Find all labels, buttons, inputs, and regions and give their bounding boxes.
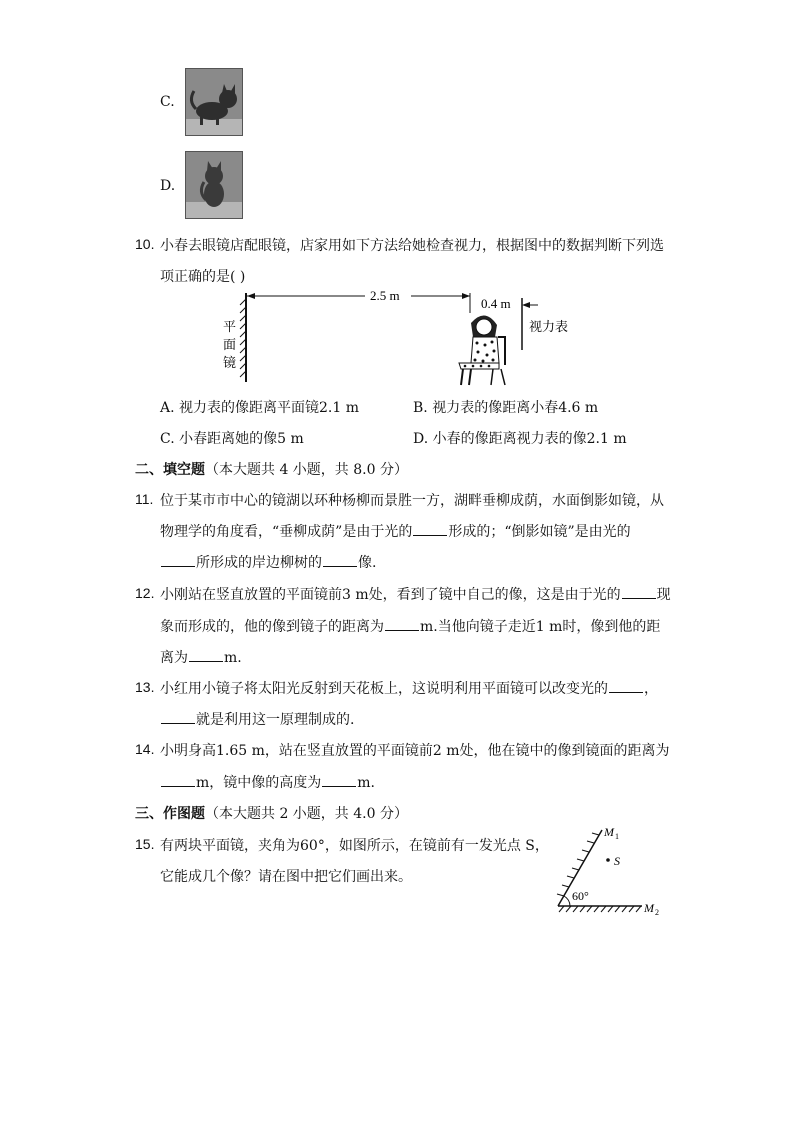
m1-subscript: 1 xyxy=(615,832,619,841)
q12-line2-part1: 象而形成的，他的像到镜子的距离为 xyxy=(160,619,384,635)
q12-line2 xyxy=(160,616,660,636)
eye-chart-label: 视力表 xyxy=(529,319,569,334)
question-number-14: 14. xyxy=(135,741,155,757)
q12-line3 xyxy=(160,647,242,667)
q14-line2-part2: m. xyxy=(357,775,376,791)
q11-line3-part2: 像. xyxy=(358,555,377,571)
q11-line2-part2: 形成的；“倒影如镜”是由光的 xyxy=(448,524,631,540)
q13-line2 xyxy=(160,709,354,729)
q12-line3-part2: m. xyxy=(224,650,242,666)
question-number-10: 10. xyxy=(135,236,155,252)
cat-image-c xyxy=(185,68,243,136)
q11-line1: 位于某市市中心的镜湖以环种杨柳而景胜一方，湖畔垂柳成荫，水面倒影如镜，从 xyxy=(160,493,664,509)
q12-line3-part1: 离为 xyxy=(160,650,188,666)
answer-blank[interactable] xyxy=(609,678,643,693)
section-2-heading xyxy=(135,459,408,479)
m1-label: M xyxy=(604,825,614,839)
q13-line2-part2: 就是利用这一原理制成的. xyxy=(196,712,355,728)
distance-2-5m: 2.5 m xyxy=(370,288,400,303)
q11-line2-part1: 物理学的角度看，“垂柳成荫”是由于光的 xyxy=(160,524,413,540)
q12-line1-part2: 现 xyxy=(656,587,671,603)
answer-blank[interactable] xyxy=(161,772,195,787)
q10-option-a: A. 视力表的像距离平面镜2.1 m xyxy=(160,400,360,416)
answer-blank[interactable] xyxy=(622,584,656,599)
q14-line2-part1: m，镜中像的高度为 xyxy=(196,775,322,791)
q11-line3-part1: 所形成的岸边柳树的 xyxy=(196,555,322,571)
eye-test-figure xyxy=(215,285,590,390)
girl-figure xyxy=(459,315,505,385)
two-mirrors-figure xyxy=(550,822,665,920)
question-number-11: 11. xyxy=(135,491,154,507)
mirror-label-3: 镜 xyxy=(223,355,237,370)
section-2-title: 二、填空题 xyxy=(135,462,205,478)
q12-line2-part2: m.当他向镜子走近1 m时，像到他的距 xyxy=(420,619,661,635)
q13-line1 xyxy=(160,678,658,698)
mirror-label-1: 平 xyxy=(223,319,237,334)
q10-option-c: C. 小春距离她的像5 m xyxy=(160,431,304,447)
q10-line1: 小春去眼镜店配眼镜，店家用如下方法给她检查视力，根据图中的数据判断下列选 xyxy=(160,238,664,254)
answer-blank[interactable] xyxy=(385,616,419,631)
q14-line2 xyxy=(160,772,375,792)
angle-arc xyxy=(564,896,570,906)
q11-line3 xyxy=(160,552,376,572)
question-number-13: 13. xyxy=(135,679,155,695)
answer-blank[interactable] xyxy=(322,772,356,787)
option-d-label: D. xyxy=(160,178,176,194)
mirror-label-2: 面 xyxy=(223,337,237,352)
q15-line2: 它能成几个像？请在图中把它们画出来。 xyxy=(160,869,412,885)
light-source-label: S xyxy=(614,854,620,868)
q11-line2 xyxy=(160,521,631,541)
q13-line1-part1: 小红用小镜子将太阳光反射到天花板上，这说明利用平面镜可以改变光的 xyxy=(160,681,608,697)
q14-line1: 小明身高1.65 m，站在竖直放置的平面镜前2 m处，他在镜中的像到镜面的距离为 xyxy=(160,743,670,759)
answer-blank[interactable] xyxy=(323,552,357,567)
cat-icon xyxy=(186,152,242,218)
section-3-title: 三、作图题 xyxy=(135,806,205,822)
distance-0-4m: 0.4 m xyxy=(481,296,511,311)
cat-icon xyxy=(186,69,242,135)
option-c-label: C. xyxy=(160,94,175,110)
section-2-info: （本大题共 4 小题，共 8.0 分） xyxy=(205,462,408,478)
question-number-15: 15. xyxy=(135,836,155,852)
q10-option-b: B. 视力表的像距离小春4.6 m xyxy=(413,400,599,416)
q10-option-d: D. 小春的像距离视力表的像2.1 m xyxy=(413,431,627,447)
cat-image-d xyxy=(185,151,243,219)
m2-subscript: 2 xyxy=(655,908,659,917)
answer-blank[interactable] xyxy=(189,647,223,662)
q10-line2: 项正确的是( ) xyxy=(160,269,246,285)
answer-blank[interactable] xyxy=(161,709,195,724)
section-3-heading xyxy=(135,803,408,823)
q15-line1: 有两块平面镜，夹角为60°，如图所示，在镜前有一发光点 S， xyxy=(160,838,549,854)
q13-line1-part2: ， xyxy=(644,681,658,697)
question-number-12: 12. xyxy=(135,585,155,601)
answer-blank[interactable] xyxy=(161,552,195,567)
section-3-info: （本大题共 2 小题，共 4.0 分） xyxy=(205,806,408,822)
q12-line1-part1: 小刚站在竖直放置的平面镜前3 m处，看到了镜中自己的像，这是由于光的 xyxy=(160,587,621,603)
m2-label: M xyxy=(644,901,654,915)
angle-label: 60° xyxy=(572,889,589,903)
q12-line1 xyxy=(160,584,671,604)
light-source-point xyxy=(606,858,610,862)
answer-blank[interactable] xyxy=(413,521,447,536)
